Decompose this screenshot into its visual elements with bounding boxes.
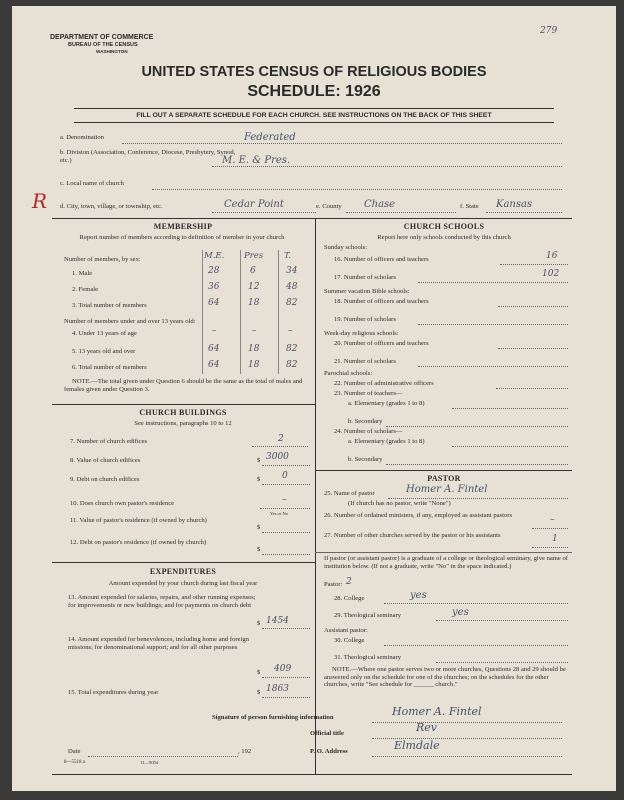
q12-line bbox=[262, 554, 310, 555]
membership-intro: Report number of members according to definition of member in your church bbox=[79, 234, 285, 241]
over-13-total: 82 bbox=[286, 344, 298, 354]
q17-line bbox=[418, 282, 568, 283]
q21-label: 21. Number of scholars bbox=[334, 358, 396, 365]
q10-label: 10. Does church own pastor's residence bbox=[70, 500, 175, 507]
department-name: DEPARTMENT OF COMMERCE bbox=[50, 34, 154, 41]
q19-label: 19. Number of scholars bbox=[334, 316, 396, 323]
q26-value: – bbox=[550, 515, 555, 525]
official-title-label: Official title bbox=[310, 730, 344, 737]
q23a-line bbox=[452, 408, 568, 409]
city-value: Cedar Point bbox=[224, 199, 284, 210]
title-rule-top bbox=[74, 108, 554, 109]
q9-value: 0 bbox=[282, 471, 288, 481]
q13-label: 13. Amount expended for salaries, repairs, and other running expenses; for improvements or new buildings; and for payments on church debt bbox=[68, 594, 256, 609]
weekday-schools-label: Week-day religious schools: bbox=[324, 330, 399, 337]
q30-label: 30. College bbox=[334, 637, 365, 644]
q18-line bbox=[498, 306, 568, 307]
q18-label: 18. Number of officers and teachers bbox=[334, 298, 429, 305]
frame-top bbox=[52, 218, 572, 219]
county-value: Chase bbox=[364, 199, 396, 210]
form-number: 8—5518 a bbox=[64, 760, 85, 765]
under-13-total: – bbox=[288, 326, 293, 336]
pastor-title: PASTOR bbox=[427, 474, 461, 483]
schools-title: CHURCH SCHOOLS bbox=[403, 222, 485, 231]
membership-grid-v1 bbox=[202, 250, 203, 374]
over-13-label: 5. 13 years old and over bbox=[72, 348, 136, 355]
graduate-note: If pastor (or assistant pastor) is a graduate of a college or theological seminary, give name of institution below. (If not a graduate, write "No" in the space indicated.) bbox=[324, 555, 569, 570]
date-label: Date bbox=[68, 748, 81, 755]
q22-label: 22. Number of administrative officers bbox=[334, 380, 434, 387]
membership-note: NOTE.—The total given under Question 6 should be the same as the total of males and females given under Question 3. bbox=[64, 378, 303, 393]
q13-line bbox=[262, 628, 310, 629]
pastor-note: NOTE.—Where one pastor serves two or more churches, Questions 28 and 29 should be answered only on the schedule for one of the churches; on the schedules for the other churches, write "See schedule for ______ church." bbox=[324, 666, 566, 689]
q13-currency: $ bbox=[257, 620, 261, 627]
county-label: e. County bbox=[316, 203, 342, 210]
female-pres: 12 bbox=[248, 282, 260, 292]
pastor-mark: 2 bbox=[346, 577, 352, 587]
col-head-pres: Pres bbox=[244, 251, 264, 261]
q15-label: 15. Total expenditures during year bbox=[68, 689, 159, 696]
q31-line bbox=[436, 662, 568, 663]
buildings-subtitle: See instructions, paragraphs 10 to 12 bbox=[134, 420, 232, 427]
male-me: 28 bbox=[208, 266, 220, 276]
parochial-schools-label: Parochial schools: bbox=[324, 370, 373, 377]
total-me: 64 bbox=[208, 298, 220, 308]
total-members-age-label: 6. Total number of members bbox=[72, 364, 147, 371]
q25-line bbox=[388, 498, 568, 499]
membership-title: MEMBERSHIP bbox=[153, 222, 213, 231]
q17-value: 102 bbox=[542, 269, 560, 279]
q8-line bbox=[262, 465, 310, 466]
q10-note: Yes or No bbox=[270, 511, 289, 516]
over-13-pres: 18 bbox=[248, 344, 260, 354]
bureau-name: BUREAU OF THE CENSUS bbox=[68, 42, 138, 48]
q11-label: 11. Value of pastor's residence (if owned by church) bbox=[70, 517, 207, 524]
q7-value: 2 bbox=[278, 434, 284, 444]
bureau-city: WASHINGTON bbox=[96, 49, 128, 54]
q14-label: 14. Amount expended for benevolences, including home and foreign missions; for denominational support; and for all other purposes bbox=[68, 636, 249, 651]
membership-grid-v3 bbox=[278, 250, 279, 374]
q23b-line bbox=[386, 426, 568, 427]
grad-rule bbox=[315, 552, 572, 553]
q20-line bbox=[498, 348, 568, 349]
q15-currency: $ bbox=[257, 689, 261, 696]
q25-value: Homer A. Fintel bbox=[406, 484, 488, 495]
q29-line bbox=[436, 620, 568, 621]
q23b-label: b. Secondary bbox=[348, 418, 383, 425]
pastor-label: Pastor: bbox=[324, 581, 343, 588]
under-13-label: 4. Under 13 years of age bbox=[72, 330, 137, 337]
q11-line bbox=[262, 532, 310, 533]
form-subtitle: SCHEDULE: 1926 bbox=[247, 83, 381, 100]
red-check-mark: R bbox=[32, 189, 48, 213]
column-divider bbox=[315, 218, 316, 774]
q27-label: 27. Number of other churches served by the pastor or his assistants bbox=[324, 532, 501, 539]
q25-label: 25. Name of pastor bbox=[324, 490, 375, 497]
denomination-value: Federated bbox=[244, 132, 296, 143]
q26-label: 26. Number of ordained ministers, if any, employed as assistant pastors bbox=[324, 512, 513, 519]
q10-line bbox=[260, 508, 310, 509]
q21-line bbox=[418, 366, 568, 367]
q7-line bbox=[252, 446, 308, 447]
members-by-sex-label: Number of members, by sex: bbox=[64, 256, 141, 263]
expenditures-rule bbox=[52, 562, 315, 563]
q9-currency: $ bbox=[257, 476, 261, 483]
q28-value: yes bbox=[410, 590, 427, 601]
q10-value: – bbox=[282, 495, 287, 505]
signature-line bbox=[372, 722, 562, 723]
city-label: d. City, town, village, or township, etc. bbox=[60, 203, 163, 210]
female-total: 48 bbox=[286, 282, 298, 292]
total-age-pres: 18 bbox=[248, 360, 260, 370]
q29-value: yes bbox=[452, 607, 469, 618]
total-members-label: 3. Total number of members bbox=[72, 302, 147, 309]
form-instruction: FILL OUT A SEPARATE SCHEDULE FOR EACH CHURCH. SEE INSTRUCTIONS ON THE BACK OF THIS SHEET bbox=[136, 112, 492, 119]
state-line bbox=[486, 212, 562, 213]
age-label: Number of members under and over 13 years old: bbox=[64, 318, 196, 325]
census-schedule-sheet bbox=[12, 6, 616, 791]
pastor-rule bbox=[315, 470, 572, 471]
total-age-me: 64 bbox=[208, 360, 220, 370]
q8-value: 3000 bbox=[266, 452, 289, 462]
q16-label: 16. Number of officers and teachers bbox=[334, 256, 429, 263]
division-value: M. E. & Pres. bbox=[222, 155, 291, 166]
q9-line bbox=[262, 484, 310, 485]
signature-value: Homer A. Fintel bbox=[392, 705, 482, 718]
q14-value: 409 bbox=[274, 664, 292, 674]
total-total: 82 bbox=[286, 298, 298, 308]
city-line bbox=[212, 212, 316, 213]
po-address-line bbox=[372, 756, 562, 757]
q30-line bbox=[384, 645, 568, 646]
q16-line bbox=[500, 264, 568, 265]
form-title: UNITED STATES CENSUS OF RELIGIOUS BODIES bbox=[141, 64, 487, 80]
q24b-line bbox=[386, 464, 568, 465]
q27-value: 1 bbox=[552, 534, 558, 544]
male-pres: 6 bbox=[250, 266, 256, 276]
q23-label: 23. Number of teachers— bbox=[334, 390, 403, 397]
q11-currency: $ bbox=[257, 524, 261, 531]
q12-currency: $ bbox=[257, 546, 261, 553]
q27-line bbox=[532, 547, 568, 548]
po-address-value: Elmdale bbox=[394, 739, 440, 752]
q29-label: 29. Theological seminary bbox=[334, 612, 402, 619]
frame-bottom bbox=[52, 774, 572, 775]
po-address-label: P. O. Address bbox=[310, 748, 348, 755]
q8-label: 8. Value of church edifices bbox=[70, 457, 141, 464]
q23a-label: a. Elementary (grades 1 to 8) bbox=[348, 400, 425, 407]
expenditures-subtitle: Amount expended by your church during last fiscal year bbox=[108, 580, 258, 587]
q15-value: 1863 bbox=[266, 684, 289, 694]
q17-label: 17. Number of scholars bbox=[334, 274, 396, 281]
official-title-value: Rev bbox=[416, 721, 438, 734]
membership-grid-v2 bbox=[240, 250, 241, 374]
q24-label: 24. Number of scholars— bbox=[334, 428, 403, 435]
title-rule-bottom bbox=[74, 122, 554, 123]
total-pres: 18 bbox=[248, 298, 260, 308]
expenditures-title: EXPENDITURES bbox=[149, 567, 217, 576]
signature-label: Signature of person furnishing information bbox=[212, 714, 334, 721]
state-value: Kansas bbox=[496, 199, 533, 210]
q24a-line bbox=[452, 446, 568, 447]
total-age-total: 82 bbox=[286, 360, 298, 370]
q25-note: (If church has no pastor, write "None") bbox=[348, 500, 451, 507]
q14-line bbox=[262, 677, 310, 678]
q9-label: 9. Debt on church edifices bbox=[70, 476, 140, 483]
sunday-schools-label: Sunday schools: bbox=[324, 244, 368, 251]
q8-currency: $ bbox=[257, 457, 261, 464]
denomination-line bbox=[122, 143, 562, 144]
page-number: 279 bbox=[540, 26, 558, 36]
buildings-rule bbox=[52, 404, 315, 405]
q26-line bbox=[532, 528, 568, 529]
county-line bbox=[346, 212, 456, 213]
local-name-line bbox=[152, 189, 562, 190]
denomination-label: a. Denomination bbox=[60, 134, 104, 141]
assistant-label: Assistant pastor: bbox=[324, 627, 368, 634]
female-me: 36 bbox=[208, 282, 220, 292]
q15-line bbox=[262, 697, 310, 698]
q20-label: 20. Number of officers and teachers bbox=[334, 340, 429, 347]
division-label: b. Division (Association, Conference, Diocese, Presbytery, Synod, etc.) bbox=[60, 149, 236, 164]
q24b-label: b. Secondary bbox=[348, 456, 383, 463]
q19-line bbox=[418, 324, 568, 325]
col-head-total: T. bbox=[284, 251, 292, 261]
male-label: 1. Male bbox=[72, 270, 93, 277]
print-code: 11—9054 bbox=[140, 760, 159, 765]
date-year: , 192 bbox=[238, 748, 252, 755]
q16-value: 16 bbox=[546, 251, 558, 261]
q31-label: 31. Theological seminary bbox=[334, 654, 402, 661]
local-name-label: c. Local name of church bbox=[60, 180, 124, 187]
col-head-me: M.E. bbox=[204, 251, 225, 261]
q28-label: 28. College bbox=[334, 595, 365, 602]
state-label: f. State bbox=[460, 203, 479, 210]
q7-label: 7. Number of church edifices bbox=[70, 438, 148, 445]
date-line bbox=[88, 756, 238, 757]
q14-currency: $ bbox=[257, 669, 261, 676]
q22-line bbox=[496, 388, 568, 389]
vacation-schools-label: Summer vacation Bible schools: bbox=[324, 288, 410, 295]
q28-line bbox=[384, 603, 568, 604]
q12-label: 12. Debt on pastor's residence (if owned by church) bbox=[70, 539, 207, 546]
schools-intro: Report here only schools conducted by this church bbox=[377, 234, 511, 241]
under-13-pres: – bbox=[252, 326, 257, 336]
q13-value: 1454 bbox=[266, 616, 289, 626]
q24a-label: a. Elementary (grades 1 to 8) bbox=[348, 438, 425, 445]
under-13-me: – bbox=[212, 326, 217, 336]
over-13-me: 64 bbox=[208, 344, 220, 354]
male-total: 34 bbox=[286, 266, 298, 276]
buildings-title: CHURCH BUILDINGS bbox=[139, 408, 227, 417]
female-label: 2. Female bbox=[72, 286, 99, 293]
